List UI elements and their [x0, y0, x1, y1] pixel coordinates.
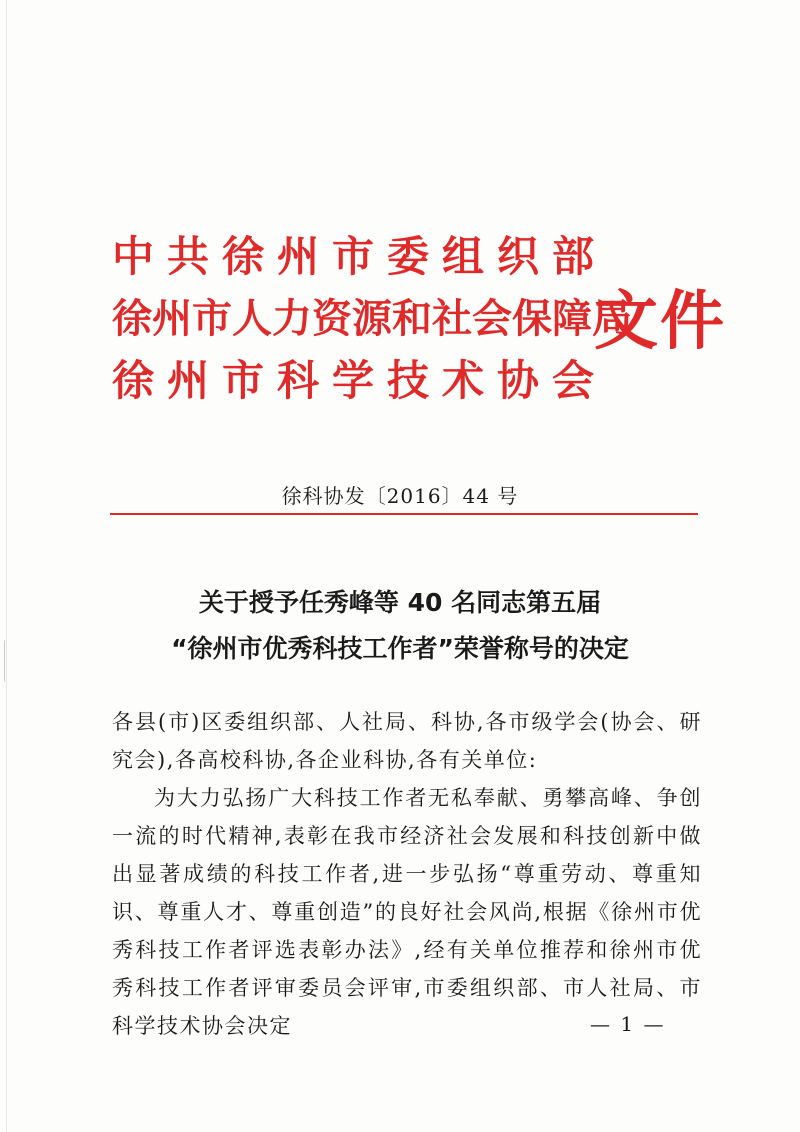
issuer-organization-department: 中共徐州市委组织部	[112, 232, 608, 281]
document-body	[112, 703, 702, 1045]
document-number: 徐科协发〔2016〕44 号	[281, 484, 519, 508]
red-separator-line	[110, 513, 698, 515]
issuing-authorities	[112, 226, 632, 412]
addressee: 各县(市)区委组织部、人社局、科协,各市级学会(协会、研究会),各高校科协,各企业科协,各有关单位:	[112, 710, 702, 772]
body-paragraph-1: 为大力弘扬广大科技工作者无私奉献、勇攀高峰、争创一流的时代精神,表彰在我市经济社会发展和科技创新中做出显著成绩的科技工作者,进一步弘扬“尊重劳动、尊重知识、尊重人才、尊重创造”的良好社会风尚,根据《徐州市优秀科技工作者评选表彰办法》,经有关单位推荐和徐州市优秀科技工作者评审委员会评审,市委组织部、市人社局、市科学技术协会决定	[112, 786, 702, 1038]
document-word: 文件	[594, 285, 726, 359]
title-line-1: 关于授予任秀峰等 40 名同志第五届	[198, 588, 602, 617]
page-number: — 1 —	[590, 1012, 666, 1036]
issuer-science-association: 徐州市科学技术协会	[112, 356, 608, 405]
title-line-2: “徐州市优秀科技工作者”荣誉称号的决定	[171, 634, 629, 663]
document-title	[80, 580, 720, 672]
binding-mark	[4, 640, 8, 682]
issuer-human-resources-bureau: 徐州市人力资源和社会保障局	[112, 296, 632, 342]
scan-edge-line	[6, 0, 7, 1132]
